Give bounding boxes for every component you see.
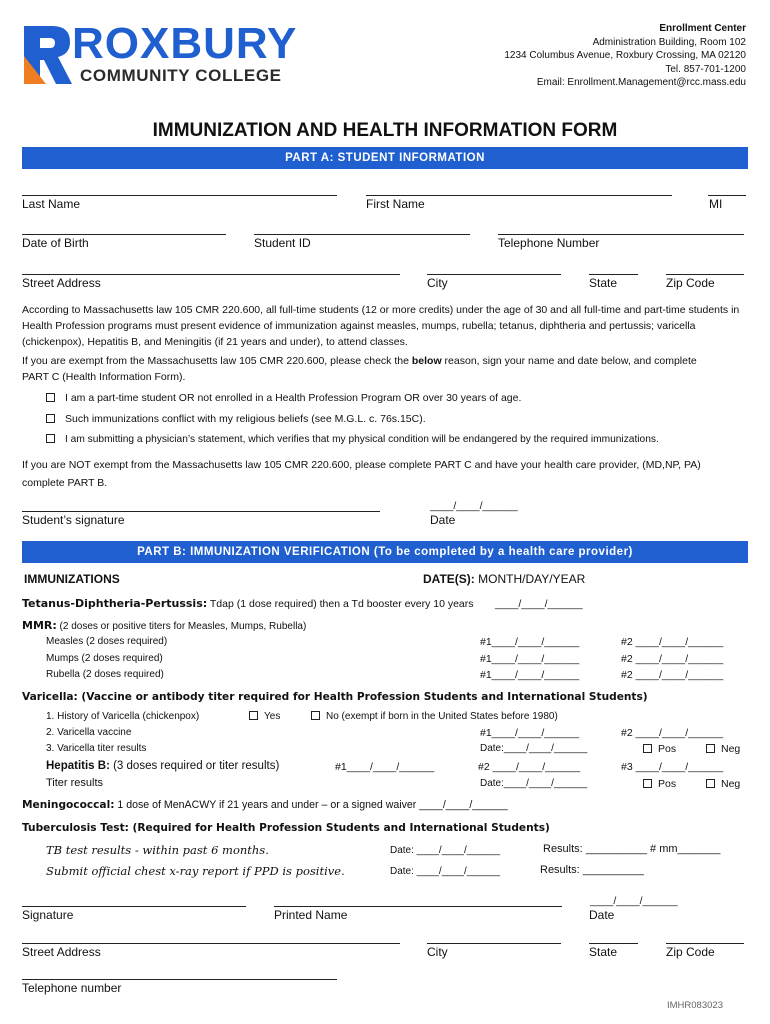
checkbox[interactable] [643,744,652,753]
checkbox[interactable] [46,393,55,402]
first-name-label: First Name [366,197,425,211]
dob-label: Date of Birth [22,236,89,250]
contact-line: Administration Building, Room 102 [592,36,746,48]
provider-zip-label: Zip Code [666,945,715,959]
part-b-header: PART B: IMMUNIZATION VERIFICATION (To be completed by a health care provider) [22,541,748,563]
zip-label: Zip Code [666,276,715,290]
immunizations-col-header: IMMUNIZATIONS [24,572,120,586]
varicella-dose1[interactable]: #1____/____/______ [480,727,580,739]
dates-col-bold: DATE(S): [423,572,475,586]
exempt-text-b: below [411,355,442,367]
street-label: Street Address [22,276,101,290]
not-exempt-text: If you are NOT exempt from the Massachusetts law 105 CMR 220.600, please complete PART C and have your health care provider, (MD,NP, PA) complete PART B. [22,459,701,489]
varicella-neg-option[interactable] [706,743,740,755]
hepb-label: Hepatitis B: [46,760,110,772]
city-line[interactable] [427,274,561,275]
neg-label: Neg [721,778,741,790]
mumps-dose2[interactable]: #2 ____/____/______ [621,653,724,665]
state-line[interactable] [589,274,638,275]
signature-date-label: Date [430,513,456,527]
mmr-label: MMR: [22,619,57,632]
student-id-line[interactable] [254,234,470,235]
dob-line[interactable] [22,234,226,235]
checkbox[interactable] [311,711,320,720]
exempt-option-religious[interactable] [46,413,426,425]
tb-date-2[interactable]: Date: ____/____/______ [390,866,501,877]
form-code: IMHR083023 [667,1000,723,1011]
varicella-dose2[interactable]: #2 ____/____/______ [621,727,724,739]
option-label: Such immunizations conflict with my religious beliefs (see M.G.L. c. 76s.15C). [65,413,426,425]
tdap-desc: Tdap (1 dose required) then a Td booster every 10 years [207,598,474,610]
hepb-dose2[interactable]: #2 ____/____/______ [478,761,581,773]
varicella-vaccine-label: 2. Varicella vaccine [46,727,132,738]
provider-city-line[interactable] [427,943,561,944]
provider-city-label: City [427,945,448,959]
phone-label: Telephone Number [498,236,600,250]
provider-street-line[interactable] [22,943,400,944]
measles-label: Measles (2 doses required) [46,636,168,647]
tb-heading: Tuberculosis Test: (Required for Health Profession Students and International Students) [22,822,550,834]
form-title: IMMUNIZATION AND HEALTH INFORMATION FORM [152,120,618,141]
meningococcal-row [22,799,508,811]
varicella-pos-option[interactable] [643,743,676,755]
mi-label: MI [709,197,723,211]
varicella-heading: Varicella: (Vaccine or antibody titer required for Health Profession Students and International Students) [22,691,648,703]
student-id-label: Student ID [254,236,311,250]
tb-date-1[interactable]: Date: ____/____/______ [390,845,501,856]
provider-signature-line[interactable] [22,906,246,907]
varicella-no-option[interactable] [311,711,558,722]
hepb-row [46,760,279,772]
provider-date-blank[interactable]: ____/____/______ [590,895,678,907]
contact-line: 1234 Columbus Avenue, Roxbury Crossing, MA 02120 [504,50,746,61]
varicella-titer-date[interactable]: Date:____/____/______ [480,743,588,754]
printed-name-label: Printed Name [274,908,348,922]
varicella-history-label: 1. History of Varicella (chickenpox) [46,711,200,722]
varicella-yes-option[interactable] [249,711,280,722]
college-logo [22,19,298,86]
contact-title: Enrollment Center [659,23,746,34]
provider-state-label: State [589,945,618,959]
titer-neg-option[interactable] [706,778,740,790]
checkbox[interactable] [706,744,715,753]
hepb-dose1[interactable]: #1____/____/______ [335,761,435,773]
printed-name-line[interactable] [274,906,562,907]
provider-phone-label: Telephone number [22,981,122,995]
tdap-date[interactable]: ____/____/______ [495,598,583,610]
checkbox[interactable] [249,711,258,720]
dates-col-rest: MONTH/DAY/YEAR [474,572,586,586]
meningococcal-desc: 1 dose of MenACWY if 21 years and under – or a signed waiver ____/____/______ [114,799,508,811]
student-signature-line[interactable] [22,511,380,512]
provider-state-line[interactable] [589,943,638,944]
titer-date[interactable]: Date:____/____/______ [480,778,588,789]
tdap-label: Tetanus-Diphtheria-Pertussis: [22,597,208,610]
hepb-dose3[interactable]: #3 ____/____/______ [621,761,724,773]
mi-line[interactable] [708,195,746,196]
yes-label: Yes [264,711,281,722]
pos-label: Pos [658,778,677,790]
zip-line[interactable] [666,274,744,275]
rubella-dose1[interactable]: #1____/____/______ [480,669,580,681]
tdap-row [22,597,474,610]
part-a-header: PART A: STUDENT INFORMATION [22,147,748,169]
contact-line: Tel. 857-701-1200 [665,63,746,75]
law-text: According to Massachusetts law 105 CMR 220.600, all full-time students (12 or more credits) under the age of 30 and all full-time and part-time students in Health Profession programs must present evidence of immunization against measles, mumps, rubella; tetanus, diphtheria and pertussis; varicella (chickenpox), Hepatitis B, and Meningitis (if 21 years and under), to attend classes. [22,304,740,348]
provider-zip-line[interactable] [666,943,744,944]
tb-note-2: Submit official chest x-ray report if PPD is positive. [46,864,345,878]
exempt-text-a: If you are exempt from the Massachusetts law 105 CMR 220.600, please check the [22,355,412,367]
phone-line[interactable] [498,234,744,235]
checkbox[interactable] [46,434,55,443]
neg-label: Neg [721,743,741,755]
tb-results-1[interactable]: Results: __________ # mm_______ [543,843,721,855]
exempt-text [22,353,722,385]
provider-signature-label: Signature [22,908,74,922]
exempt-option-physician[interactable] [46,434,659,445]
rubella-label: Rubella (2 doses required) [46,669,164,680]
mmr-desc: (2 doses or positive titers for Measles, Mumps, Rubella) [56,621,307,632]
meningococcal-label: Meningococcal: [22,799,115,811]
option-label: I am a part-time student OR not enrolled in a Health Profession Program OR over 30 years of age. [65,392,522,404]
contact-block [504,22,746,90]
tb-note-1: TB test results - within past 6 months. [46,843,269,857]
mmr-row [22,619,306,632]
signature-date-blank[interactable]: ____/____/______ [430,500,518,512]
no-label: No (exempt if born in the United States before 1980) [326,711,558,722]
hepb-desc: (3 doses required or titer results) [109,760,280,772]
rubella-dose2[interactable]: #2 ____/____/______ [621,669,724,681]
exempt-text-c: reason, sign your name and date below, and complete PART C (Health Information Form). [22,355,697,383]
provider-date-label: Date [589,908,615,922]
street-line[interactable] [22,274,400,275]
tb-results-2[interactable]: Results: __________ [540,864,644,876]
exempt-option-parttime[interactable] [46,392,521,404]
first-name-line[interactable] [366,195,672,196]
checkbox[interactable] [643,779,652,788]
state-label: State [589,276,618,290]
varicella-titer-label: 3. Varicella titer results [46,743,147,754]
student-signature-label: Student’s signature [22,513,125,527]
option-label: I am submitting a physician’s statement, which verifies that my physical condition will be endangered by the required immunizations. [65,434,659,445]
provider-phone-line[interactable] [22,979,337,980]
checkbox[interactable] [46,414,55,423]
last-name-line[interactable] [22,195,337,196]
city-label: City [427,276,448,290]
provider-street-label: Street Address [22,945,101,959]
logo-name: ROXBURY [72,19,298,68]
last-name-label: Last Name [22,197,81,211]
measles-dose2[interactable]: #2 ____/____/______ [621,636,724,648]
titer-label: Titer results [46,777,104,789]
contact-line: Email: Enrollment.Management@rcc.mass.edu [536,77,746,88]
logo-r-mark [22,22,74,86]
titer-pos-option[interactable] [643,778,676,790]
measles-dose1[interactable]: #1____/____/______ [480,636,580,648]
logo-sub: COMMUNITY COLLEGE [80,66,282,85]
pos-label: Pos [658,743,677,755]
mumps-dose1[interactable]: #1____/____/______ [480,653,580,665]
checkbox[interactable] [706,779,715,788]
dates-col-header [423,572,585,586]
mumps-label: Mumps (2 doses required) [46,653,163,664]
